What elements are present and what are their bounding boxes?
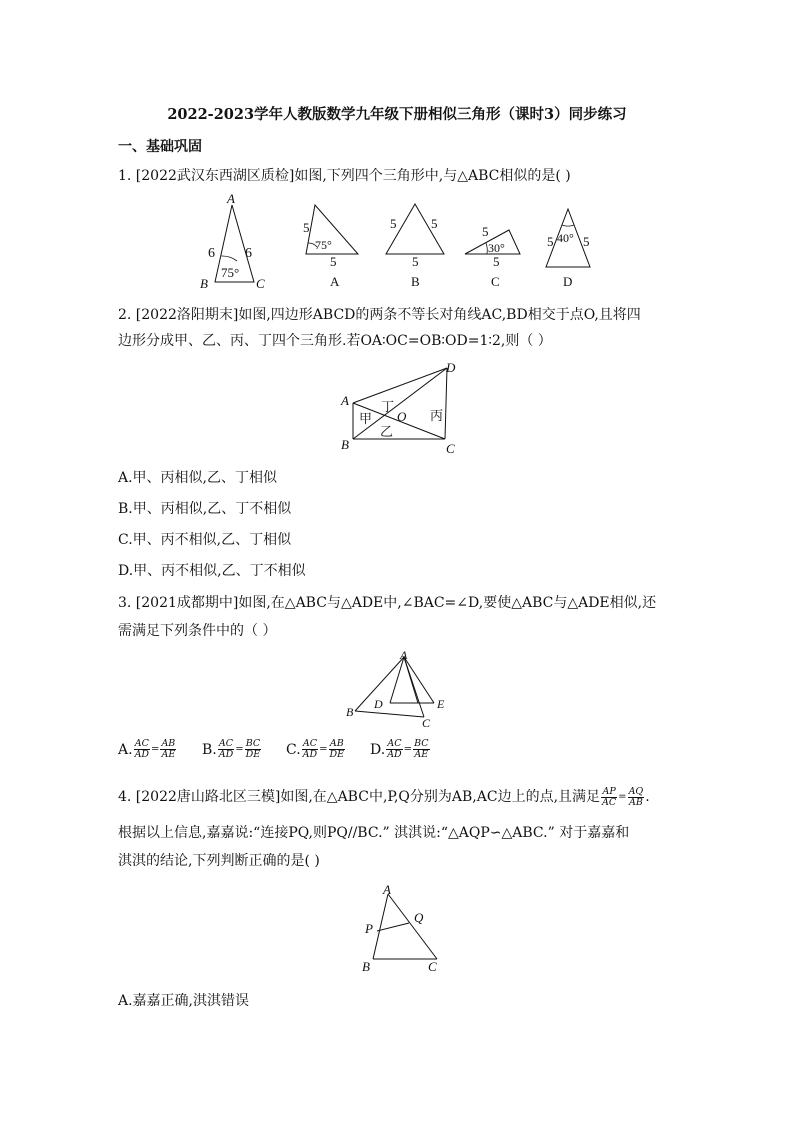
fraction-left: $\frac{AC}{AD}$ bbox=[134, 738, 150, 760]
option-c-angle: 30° bbox=[488, 241, 505, 255]
equals-sign: = bbox=[235, 744, 244, 755]
fraction-right: $\frac{BC}{DE}$ bbox=[245, 738, 261, 760]
section-heading: 一、基础巩固 bbox=[118, 139, 202, 155]
question-3-options bbox=[118, 739, 438, 765]
option-b-caption: B bbox=[411, 274, 420, 289]
question-4-line-1 bbox=[118, 786, 650, 808]
option-a-angle: 75° bbox=[315, 238, 332, 252]
point-p-label: P bbox=[365, 921, 373, 936]
question-3-option-d[interactable] bbox=[370, 739, 431, 760]
angle-b-label: 75° bbox=[221, 265, 240, 280]
option-d-side-2: 5 bbox=[583, 234, 590, 249]
equals-sign: = bbox=[151, 744, 160, 755]
vertex-b-label: B bbox=[362, 959, 370, 974]
triangle-abc-with-pq bbox=[373, 894, 437, 959]
vertex-c-label: C bbox=[446, 441, 455, 456]
option-letter: C. bbox=[286, 742, 301, 758]
option-b-side-1: 5 bbox=[390, 216, 397, 231]
question-3-option-a[interactable] bbox=[118, 739, 177, 760]
vertex-b-label: B bbox=[200, 276, 208, 291]
fraction-right: $\frac{AB}{DE}$ bbox=[329, 738, 345, 760]
option-b-side-2: 5 bbox=[431, 216, 438, 231]
triangle-abc bbox=[200, 191, 265, 291]
question-3-line-2: 需满足下列条件中的（ ） bbox=[118, 623, 277, 639]
fraction-left: $\frac{AC}{AD}$ bbox=[387, 738, 402, 760]
triangles-abc-ade bbox=[355, 657, 434, 717]
option-a-caption: A bbox=[330, 274, 340, 289]
vertex-c-label: C bbox=[422, 716, 431, 730]
question-2-figure bbox=[335, 360, 465, 460]
option-c-side-2: 5 bbox=[493, 254, 500, 269]
question-1-text: 1. [2022武汉东西湖区质检]如图,下列四个三角形中,与△ABC相似的是( ) bbox=[118, 168, 571, 184]
question-3-line-1: 3. [2021成都期中]如图,在△ABC与△ADE中,∠BAC=∠D,要使△ABC与△ADE相似,还 bbox=[118, 595, 657, 611]
fraction-right: $\frac{AB}{AE}$ bbox=[161, 738, 176, 760]
vertex-a-label: A bbox=[341, 393, 349, 408]
question-2-option-c[interactable]: C.甲、丙不相似,乙、丁相似 bbox=[118, 532, 292, 548]
option-c-side-1: 5 bbox=[482, 224, 489, 239]
equals-sign: = bbox=[319, 744, 328, 755]
question-3-figure bbox=[340, 645, 460, 735]
option-a-side-1: 5 bbox=[303, 220, 310, 235]
vertex-a-label: A bbox=[400, 648, 408, 662]
question-4-figure bbox=[355, 880, 455, 980]
equals-sign: = bbox=[618, 791, 627, 803]
region-jia-label: 甲 bbox=[359, 411, 373, 426]
question-4-option-a[interactable]: A.嘉嘉正确,淇淇错误 bbox=[118, 993, 250, 1009]
question-2-line-1: 2. [2022洛阳期末]如图,四边形ABCD的两条不等长对角线AC,BD相交于点O,且将四 bbox=[118, 307, 641, 323]
option-d-caption: D bbox=[563, 274, 573, 289]
fraction-right: $\frac{BC}{AE}$ bbox=[414, 738, 429, 760]
vertex-b-label: B bbox=[346, 705, 354, 719]
option-a-side-2: 5 bbox=[330, 254, 337, 269]
vertex-a-label: A bbox=[227, 191, 235, 206]
option-b-triangle bbox=[386, 204, 444, 289]
region-yi-label: 乙 bbox=[380, 424, 394, 439]
option-b-side-3: 5 bbox=[412, 254, 419, 269]
option-a-triangle bbox=[303, 205, 358, 289]
condition-fraction-right: $\frac{AQ}{AB}$ bbox=[628, 785, 644, 808]
option-letter: D. bbox=[370, 742, 386, 758]
condition-fraction-left: $\frac{AP}{AC}$ bbox=[602, 785, 617, 808]
vertex-c-label: C bbox=[256, 276, 265, 291]
point-q-label: Q bbox=[414, 910, 424, 925]
point-o-label: O bbox=[397, 409, 407, 424]
option-letter: B. bbox=[202, 742, 217, 758]
question-4-text: 4. [2022唐山路北区三模]如图,在△ABC中,P,Q分别为AB,AC边上的点,且满足 bbox=[118, 789, 601, 805]
vertex-e-label: E bbox=[437, 697, 445, 711]
region-bing-label: 丙 bbox=[430, 408, 444, 423]
option-letter: A. bbox=[118, 742, 133, 758]
question-2-option-a[interactable]: A.甲、丙相似,乙、丁相似 bbox=[118, 470, 278, 486]
question-2-option-d[interactable]: D.甲、丙不相似,乙、丁不相似 bbox=[118, 563, 306, 579]
quadrilateral-abcd bbox=[353, 368, 447, 439]
vertex-d-label: D bbox=[446, 360, 456, 375]
option-c-triangle bbox=[465, 224, 520, 289]
question-3-option-b[interactable] bbox=[202, 739, 262, 760]
equals-sign: = bbox=[403, 744, 413, 755]
question-4-line-3: 淇淇的结论,下列判断正确的是( ) bbox=[118, 853, 320, 869]
region-ding-label: 丁 bbox=[381, 399, 395, 414]
question-4-line-2: 根据以上信息,嘉嘉说:“连接PQ,则PQ//BC.” 淇淇说:“△AQP∽△ABC.” 对于嘉嘉和 bbox=[118, 825, 630, 841]
vertex-a-label: A bbox=[383, 882, 391, 897]
vertex-b-label: B bbox=[341, 437, 349, 452]
vertex-c-label: C bbox=[428, 959, 437, 974]
side-ac-length: 6 bbox=[245, 246, 252, 261]
vertex-d-label: D bbox=[374, 697, 383, 711]
question-3-option-c[interactable] bbox=[286, 739, 346, 760]
option-c-caption: C bbox=[491, 274, 500, 289]
option-d-angle: 40° bbox=[557, 231, 574, 245]
question-2-line-2: 边形分成甲、乙、丙、丁四个三角形.若OA∶OC=OB∶OD=1∶2,则（ ） bbox=[118, 333, 552, 349]
question-2-option-b[interactable]: B.甲、丙相似,乙、丁不相似 bbox=[118, 501, 292, 517]
period: . bbox=[645, 789, 650, 805]
option-d-triangle bbox=[546, 209, 590, 289]
fraction-left: $\frac{AC}{AD}$ bbox=[302, 738, 318, 760]
option-d-side-1: 5 bbox=[547, 234, 554, 249]
side-ab-length: 6 bbox=[208, 246, 215, 261]
page-title: 2022-2023学年人教版数学九年级下册相似三角形（课时3）同步练习 bbox=[167, 106, 627, 123]
question-1-figure bbox=[190, 190, 620, 290]
fraction-left: $\frac{AC}{AD}$ bbox=[218, 738, 234, 760]
